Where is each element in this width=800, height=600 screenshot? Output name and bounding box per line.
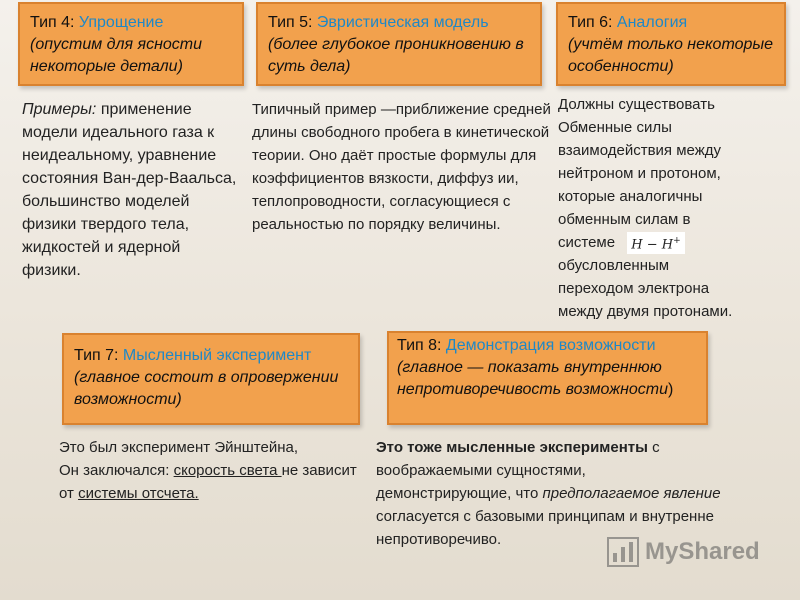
type7-example-reference-frame: системы отсчета. bbox=[78, 485, 199, 502]
type6-line-5: которые аналогичны bbox=[558, 188, 703, 205]
type5-sub: (более глубокое проникновению в суть дела) bbox=[268, 36, 524, 75]
type7-example bbox=[59, 436, 359, 505]
type6-example bbox=[558, 93, 790, 323]
type6-name: Аналогия bbox=[616, 14, 688, 31]
type7-example-pre: Он заключался: bbox=[59, 462, 174, 479]
myshared-watermark bbox=[607, 537, 760, 567]
type6-line-1: Должны существовать bbox=[558, 96, 715, 113]
formula-sup: + bbox=[673, 235, 681, 246]
type6-card bbox=[556, 2, 786, 86]
bar-chart-icon bbox=[607, 537, 639, 567]
type6-tail-3: между двумя протонами. bbox=[558, 303, 733, 321]
type8-example-italic: предполагаемое явление bbox=[542, 485, 721, 502]
type4-card bbox=[18, 2, 244, 86]
formula-image bbox=[627, 232, 684, 254]
type5-name: Эвристическая модель bbox=[316, 14, 489, 31]
type4-example-text: применение модели идеального газа к неидеальному, уравнение состояния Ван-дер-Ваальса, большинство моделей физики твердого тела, жидкостей и ядерной физики. bbox=[22, 101, 237, 279]
type8-name: Демонстрация возможности bbox=[445, 337, 656, 354]
type6-label: Тип 6: bbox=[568, 14, 613, 31]
type4-example bbox=[22, 98, 237, 282]
type7-name: Мысленный эксперимент bbox=[122, 347, 312, 364]
type8-sub-close: ) bbox=[668, 381, 674, 398]
type5-label: Тип 5: bbox=[268, 14, 313, 31]
type8-example-text1: с воображаемыми сущностями, демонстрирующие, что bbox=[376, 439, 660, 502]
type7-example-mid: не зависит от bbox=[59, 462, 357, 502]
type6-line-2: Обменные силы bbox=[558, 119, 672, 136]
type5-example: Типичный пример —приближение средней длины свободного пробега в кинетической теории. Оно даёт простые формулы для коэффициентов вязкости, диффуз ии, теплопроводности, согласующиеся с реальностью по порядку величины. bbox=[252, 101, 551, 233]
type8-example-bold: Это тоже мысленные эксперименты bbox=[376, 439, 648, 456]
type6-sub: (учтём только некоторые особенности) bbox=[568, 36, 774, 75]
watermark-text: MyShared bbox=[645, 538, 760, 565]
type7-example-line1: Это был эксперимент Эйнштейна, bbox=[59, 439, 299, 456]
type6-line-6: обменным силам в bbox=[558, 211, 691, 228]
type4-name: Упрощение bbox=[78, 14, 164, 31]
type8-card bbox=[387, 331, 708, 425]
type7-sub: (главное состоит в опровержении возможности) bbox=[74, 369, 339, 408]
type4-sub: (опустим для ясности некоторые детали) bbox=[30, 36, 203, 75]
type6-line-4: нейтроном и протоном, bbox=[558, 165, 721, 182]
type7-card bbox=[62, 333, 360, 425]
type8-label: Тип 8: bbox=[397, 337, 442, 354]
type4-example-lead: Примеры: bbox=[22, 101, 97, 118]
type6-tail-2: переходом электрона bbox=[558, 280, 710, 298]
type6-tail-1: обусловленным bbox=[558, 257, 670, 275]
type7-label: Тип 7: bbox=[74, 347, 119, 364]
formula-base: H − H bbox=[631, 237, 674, 253]
type8-sub: (главное — показать внутреннюю непротиворечивость возможности bbox=[397, 359, 669, 398]
type7-example-speed-of-light: скорость света bbox=[173, 462, 282, 479]
type4-label: Тип 4: bbox=[30, 14, 75, 31]
type8-example bbox=[376, 436, 721, 551]
type6-line-3: взаимодействия между bbox=[558, 142, 721, 159]
type6-system-word: системе bbox=[558, 234, 616, 251]
type6-system-line bbox=[558, 231, 790, 254]
type5-card bbox=[256, 2, 542, 86]
type8-example-text2: согласуется с базовыми принципам и внутренне непротиворечиво. bbox=[376, 508, 714, 548]
